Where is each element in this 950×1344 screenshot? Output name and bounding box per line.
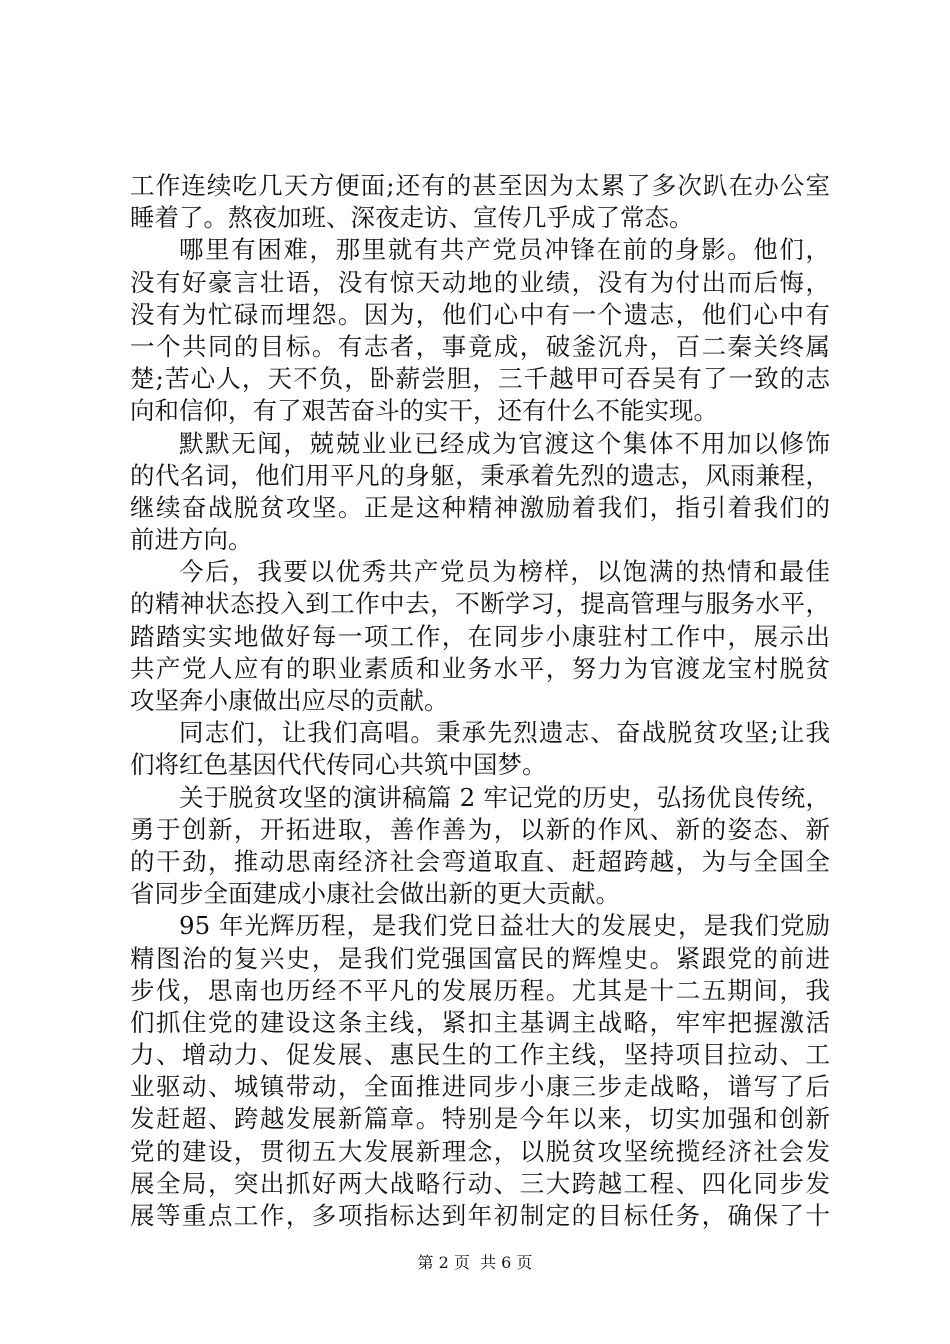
text-line: 力、增动力、促发展、惠民生的工作主线，坚持项目拉动、工 (130, 1040, 830, 1070)
text-line: 们将红色基因代代传同心共筑中国梦。 (130, 750, 547, 780)
paragraph-p7 (130, 910, 830, 1232)
document-body (130, 170, 830, 1232)
text-line: 展等重点工作，多项指标达到年初制定的目标任务，确保了十 (130, 1201, 830, 1230)
text-line: 没有好豪言壮语，没有惊天动地的业绩，没有为付出而后悔， (130, 267, 830, 297)
text-line: 党的建设，贯彻五大发展新理念，以脱贫攻坚统揽经济社会发 (130, 1136, 830, 1166)
text-line: 哪里有困难，那里就有共产党员冲锋在前的身影。他们， (179, 235, 830, 265)
text-line: 工作连续吃几天方便面;还有的甚至因为太累了多次趴在办公室 (130, 171, 830, 200)
text-line: 踏踏实实地做好每一项工作，在同步小康驻村工作中，展示出 (130, 621, 830, 651)
text-line: 楚;苦心人，天不负，卧薪尝胆，三千越甲可吞吴有了一致的志 (130, 364, 830, 394)
text-line: 的代名词，他们用平凡的身躯，秉承着先烈的遗志，风雨兼程， (130, 460, 830, 490)
text-line: 勇于创新，开拓进取，善作善为，以新的作风、新的姿态、新 (130, 814, 830, 844)
paragraph-p5 (130, 717, 830, 781)
text-line: 向和信仰，有了艰苦奋斗的实干，还有什么不能实现。 (130, 396, 718, 426)
text-line: 同志们，让我们高唱。秉承先烈遗志、奋战脱贫攻坚;让我 (179, 718, 830, 748)
text-line: 省同步全面建成小康社会做出新的更大贡献。 (130, 879, 620, 909)
text-line: 95 年光辉历程，是我们党日益壮大的发展史，是我们党励 (179, 911, 830, 941)
paragraph-p2 (130, 234, 830, 427)
text-line: 的精神状态投入到工作中去，不断学习，提高管理与服务水平， (130, 589, 830, 619)
text-line: 没有为忙碌而埋怨。因为，他们心中有一个遗志，他们心中有 (130, 299, 830, 329)
text-line: 前进方向。 (130, 525, 253, 555)
text-line: 发赶超、跨越发展新篇章。特别是今年以来，切实加强和创新 (130, 1104, 830, 1134)
paragraph-p4 (130, 556, 830, 717)
text-line: 默默无闻，兢兢业业已经成为官渡这个集体不用加以修饰 (179, 428, 830, 458)
text-line: 一个共同的目标。有志者，事竟成，破釜沉舟，百二秦关终属 (130, 331, 830, 361)
text-line: 睡着了。熬夜加班、深夜走访、宣传几乎成了常态。 (130, 203, 694, 233)
text-line: 关于脱贫攻坚的演讲稿篇 2 牢记党的历史，弘扬优良传统， (179, 782, 830, 812)
paragraph-p3 (130, 428, 830, 557)
text-line: 们抓住党的建设这条主线，紧扣主基调主战略，牢牢把握激活 (130, 1007, 830, 1037)
text-line: 继续奋战脱贫攻坚。正是这种精神激励着我们，指引着我们的 (130, 492, 830, 522)
text-line: 精图治的复兴史，是我们党强国富民的辉煌史。紧跟党的前进 (130, 943, 830, 973)
text-line: 攻坚奔小康做出应尽的贡献。 (130, 686, 449, 715)
text-line: 的干劲，推动思南经济社会弯道取直、赶超跨越，为与全国全 (130, 846, 830, 876)
text-line: 展全局，突出抓好两大战略行动、三大跨越工程、四化同步发 (130, 1168, 830, 1198)
text-line: 今后，我要以优秀共产党员为榜样，以饱满的热情和最佳 (179, 557, 830, 587)
text-line: 共产党人应有的职业素质和业务水平，努力为官渡龙宝村脱贫 (130, 653, 830, 683)
paragraph-p6 (130, 782, 830, 911)
text-line: 步伐，思南也历经不平凡的发展历程。尤其是十二五期间，我 (130, 975, 830, 1005)
text-line: 业驱动、城镇带动，全面推进同步小康三步走战略，谱写了后 (130, 1072, 830, 1102)
paragraph-p1 (130, 170, 830, 234)
page-footer: 第 2 页 共 6 页 (417, 1253, 533, 1272)
